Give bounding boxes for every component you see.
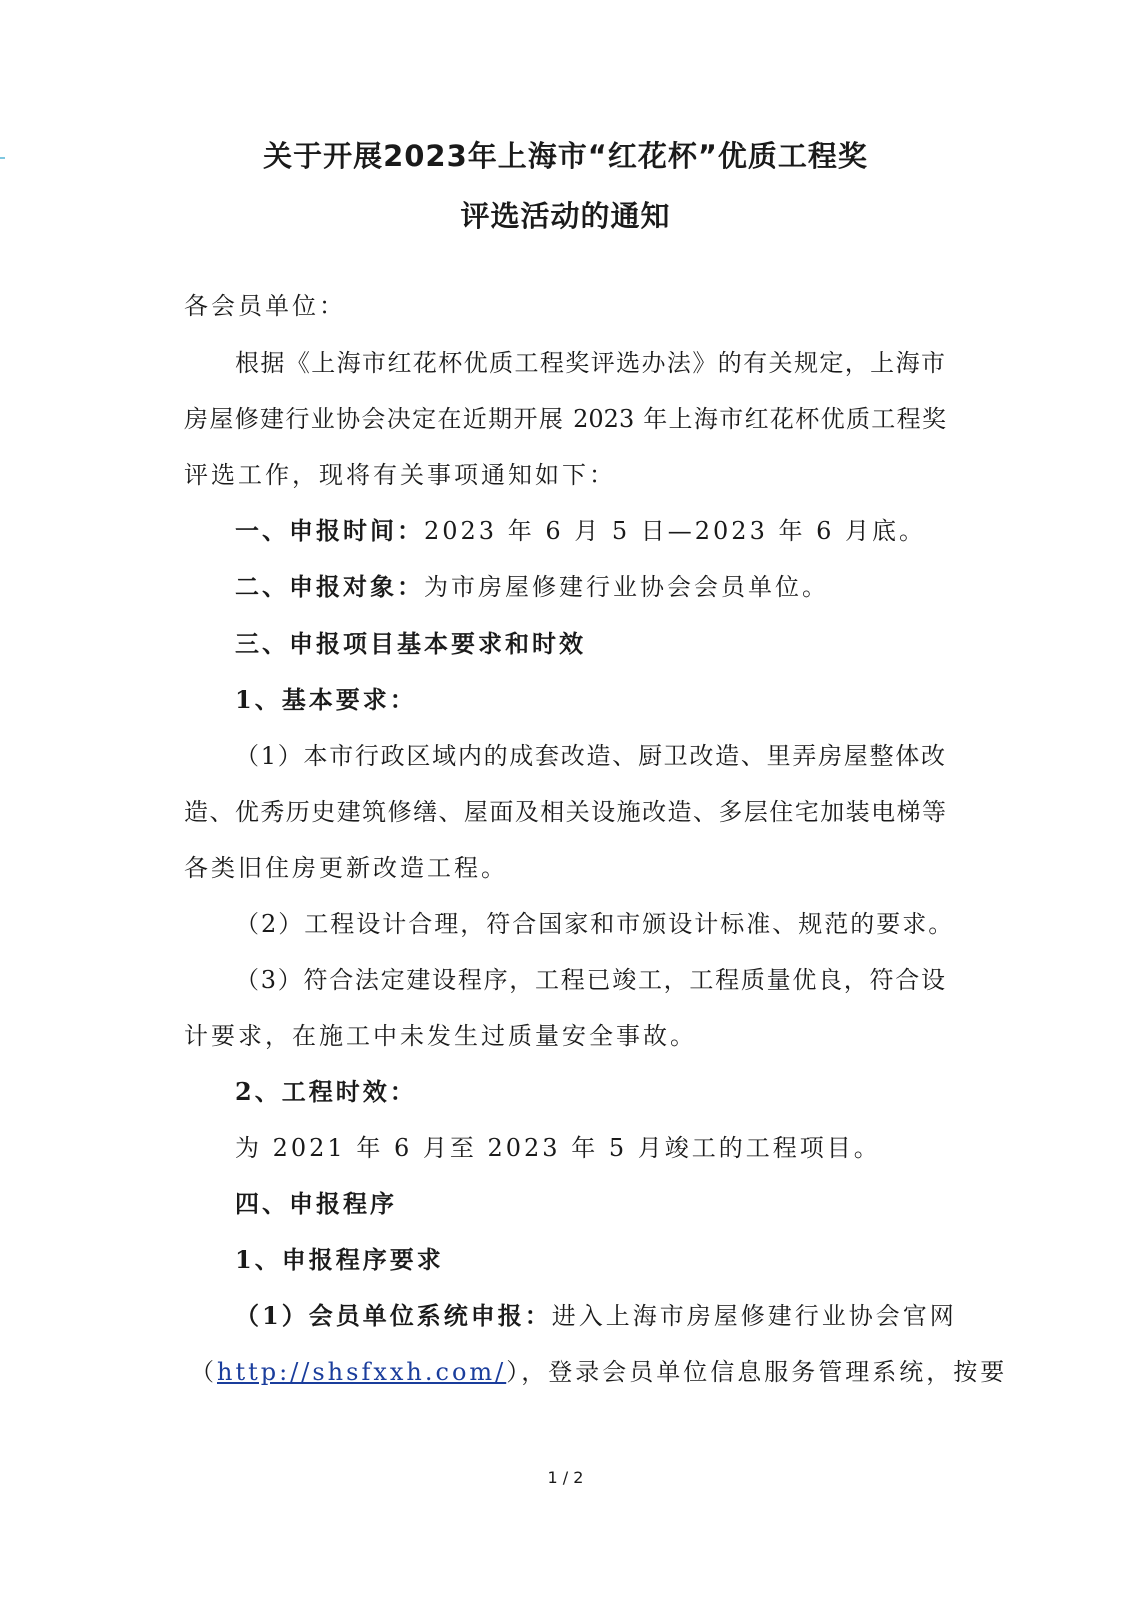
section-1-label: 一、申报时间： — [235, 516, 424, 545]
procedure-1-rest: ），登录会员单位信息服务管理系统，按要 — [506, 1358, 1008, 1386]
section-1 — [235, 514, 1015, 548]
title-line-2: 评选活动的通知 — [460, 199, 671, 233]
section-1-text: 2023 年 6 月 5 日—2023 年 6 月底。 — [424, 517, 926, 545]
section-3-2-heading: 2、工程时效： — [235, 1077, 417, 1106]
intro-line-1: 根据《上海市红花杯优质工程奖评选办法》的有关规定，上海市 — [235, 349, 945, 377]
section-2-label: 二、申报对象： — [235, 572, 424, 601]
section-2 — [235, 570, 1015, 604]
section-3-heading: 三、申报项目基本要求和时效 — [235, 629, 586, 658]
validity-text: 为 2021 年 6 月至 2023 年 5 月竣工的工程项目。 — [235, 1134, 881, 1162]
requirement-1-line-1: （1）本市行政区域内的成套改造、厨卫改造、里弄房屋整体改 — [235, 742, 945, 770]
section-3-1-heading: 1、基本要求： — [235, 685, 417, 714]
procedure-1-label: （1）会员单位系统申报： — [235, 1301, 552, 1330]
intro-line-3: 评选工作，现将有关事项通知如下： — [184, 461, 616, 489]
page-number: 1 / 2 — [547, 1468, 584, 1487]
salutation: 各会员单位： — [184, 292, 346, 320]
section-4-heading: 四、申报程序 — [235, 1189, 397, 1218]
section-4-1-heading: 1、申报程序要求 — [235, 1245, 444, 1274]
section-2-text: 为市房屋修建行业协会会员单位。 — [424, 573, 829, 601]
requirement-3-line-1: （3）符合法定建设程序，工程已竣工，工程质量优良，符合设 — [235, 966, 945, 994]
requirement-2: （2）工程设计合理，符合国家和市颁设计标准、规范的要求。 — [235, 910, 955, 938]
procedure-1-text: 进入上海市房屋修建行业协会官网 — [551, 1302, 957, 1330]
procedure-1-line-1 — [235, 1299, 1015, 1333]
requirement-1-line-2: 造、优秀历史建筑修缮、屋面及相关设施改造、多层住宅加装电梯等 — [184, 798, 946, 826]
intro-line-2: 房屋修建行业协会决定在近期开展 2023 年上海市红花杯优质工程奖 — [184, 405, 946, 433]
website-link[interactable]: http://shsfxxh.com/ — [217, 1358, 507, 1386]
open-paren: （ — [190, 1358, 217, 1386]
requirement-1-line-3: 各类旧住房更新改造工程。 — [184, 854, 508, 882]
procedure-1-line-2 — [190, 1355, 1008, 1389]
title-line-1: 关于开展2023年上海市“红花杯”优质工程奖 — [263, 139, 868, 173]
requirement-3-line-2: 计要求，在施工中未发生过质量安全事故。 — [184, 1022, 697, 1050]
